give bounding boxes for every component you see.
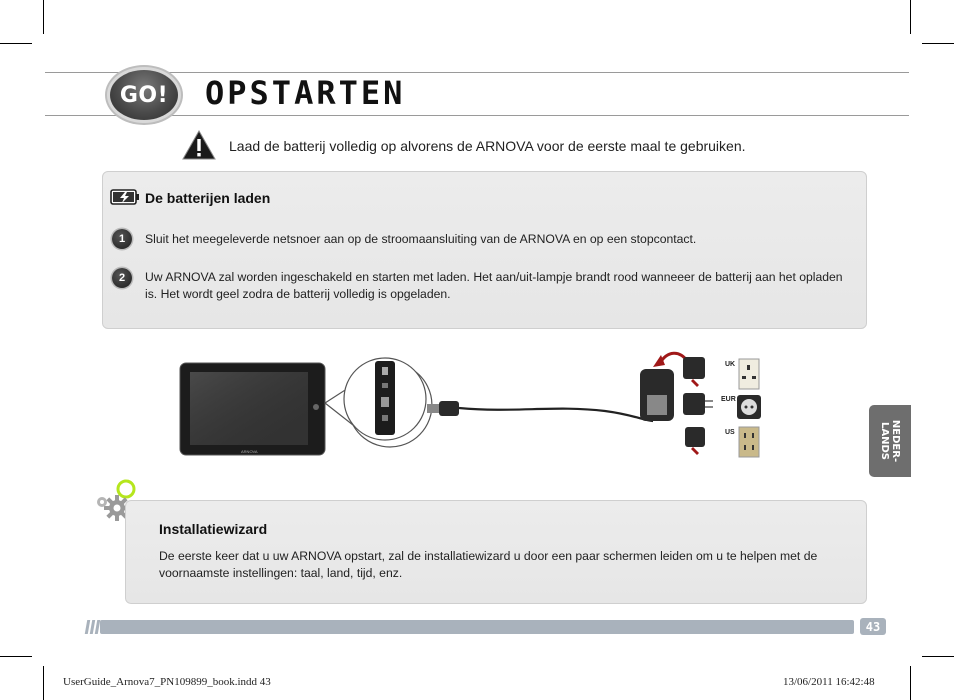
crop-mark: [910, 666, 911, 700]
svg-text:US: US: [725, 429, 735, 436]
go-badge: GO!: [110, 70, 178, 120]
step-text-1: Sluit het meegeleverde netsnoer aan op de stroomaansluiting van de ARNOVA en op een stopcontact.: [145, 232, 697, 246]
page-title: OPSTARTEN: [205, 74, 406, 112]
step-text-2: Uw ARNOVA zal worden ingeschakeld en starten met laden. Het aan/uit-lampje brandt rood wanneeer de batterij aan het opladen is. Het wordt geel zodra de batterij volledig is opgeladen.: [145, 270, 843, 301]
warning-icon: [182, 130, 216, 160]
socket-eur: [721, 395, 761, 419]
battery-charge-icon: [110, 188, 140, 206]
crop-mark: [43, 0, 44, 34]
footer-bar: [100, 620, 854, 634]
crop-mark: [0, 656, 32, 657]
battery-section-title: De batterijen laden: [145, 190, 271, 206]
svg-text:EUR: EUR: [721, 396, 736, 403]
tablet-device: [180, 363, 325, 455]
print-slug-file: UserGuide_Arnova7_PN109899_book.indd 43: [63, 676, 271, 688]
svg-text:UK: UK: [725, 361, 736, 368]
wizard-section-title: Installatiewizard: [159, 521, 268, 537]
language-tab: NEDER- LANDS: [869, 405, 911, 477]
crop-mark: [922, 43, 954, 44]
crop-mark: [910, 0, 911, 34]
wizard-section: [125, 500, 867, 604]
wizard-section-text: De eerste keer dat u uw ARNOVA opstart, zal de installatiewizard u door een paar schermen leiden om u te helpen met de voornaamste instellingen: taal, land, tijd, enz.: [159, 549, 818, 580]
crop-mark: [43, 666, 44, 700]
battery-section: [102, 171, 867, 329]
power-adapter: [640, 353, 687, 421]
page-number: 43: [860, 618, 886, 635]
header-rule-bottom: [45, 115, 909, 116]
plug-eur: [683, 393, 713, 415]
step-number-1: 1: [112, 229, 132, 249]
tablet-brand: ARNOVA: [241, 449, 258, 454]
socket-us: [725, 427, 759, 457]
warning-text: Laad de batterij volledig op alvorens de ARNOVA voor de eerste maal te gebruiken.: [229, 138, 746, 154]
crop-mark: [922, 656, 954, 657]
crop-mark: [0, 43, 32, 44]
connector-zoom: [325, 358, 432, 447]
plug-uk: [683, 357, 705, 387]
socket-uk: [725, 359, 759, 389]
print-slug-date: 13/06/2011 16:42:48: [783, 676, 875, 688]
step-number-2: 2: [112, 268, 132, 288]
header-rule-top: [45, 72, 909, 73]
charging-illustration: [175, 345, 775, 465]
plug-us: [685, 427, 705, 455]
